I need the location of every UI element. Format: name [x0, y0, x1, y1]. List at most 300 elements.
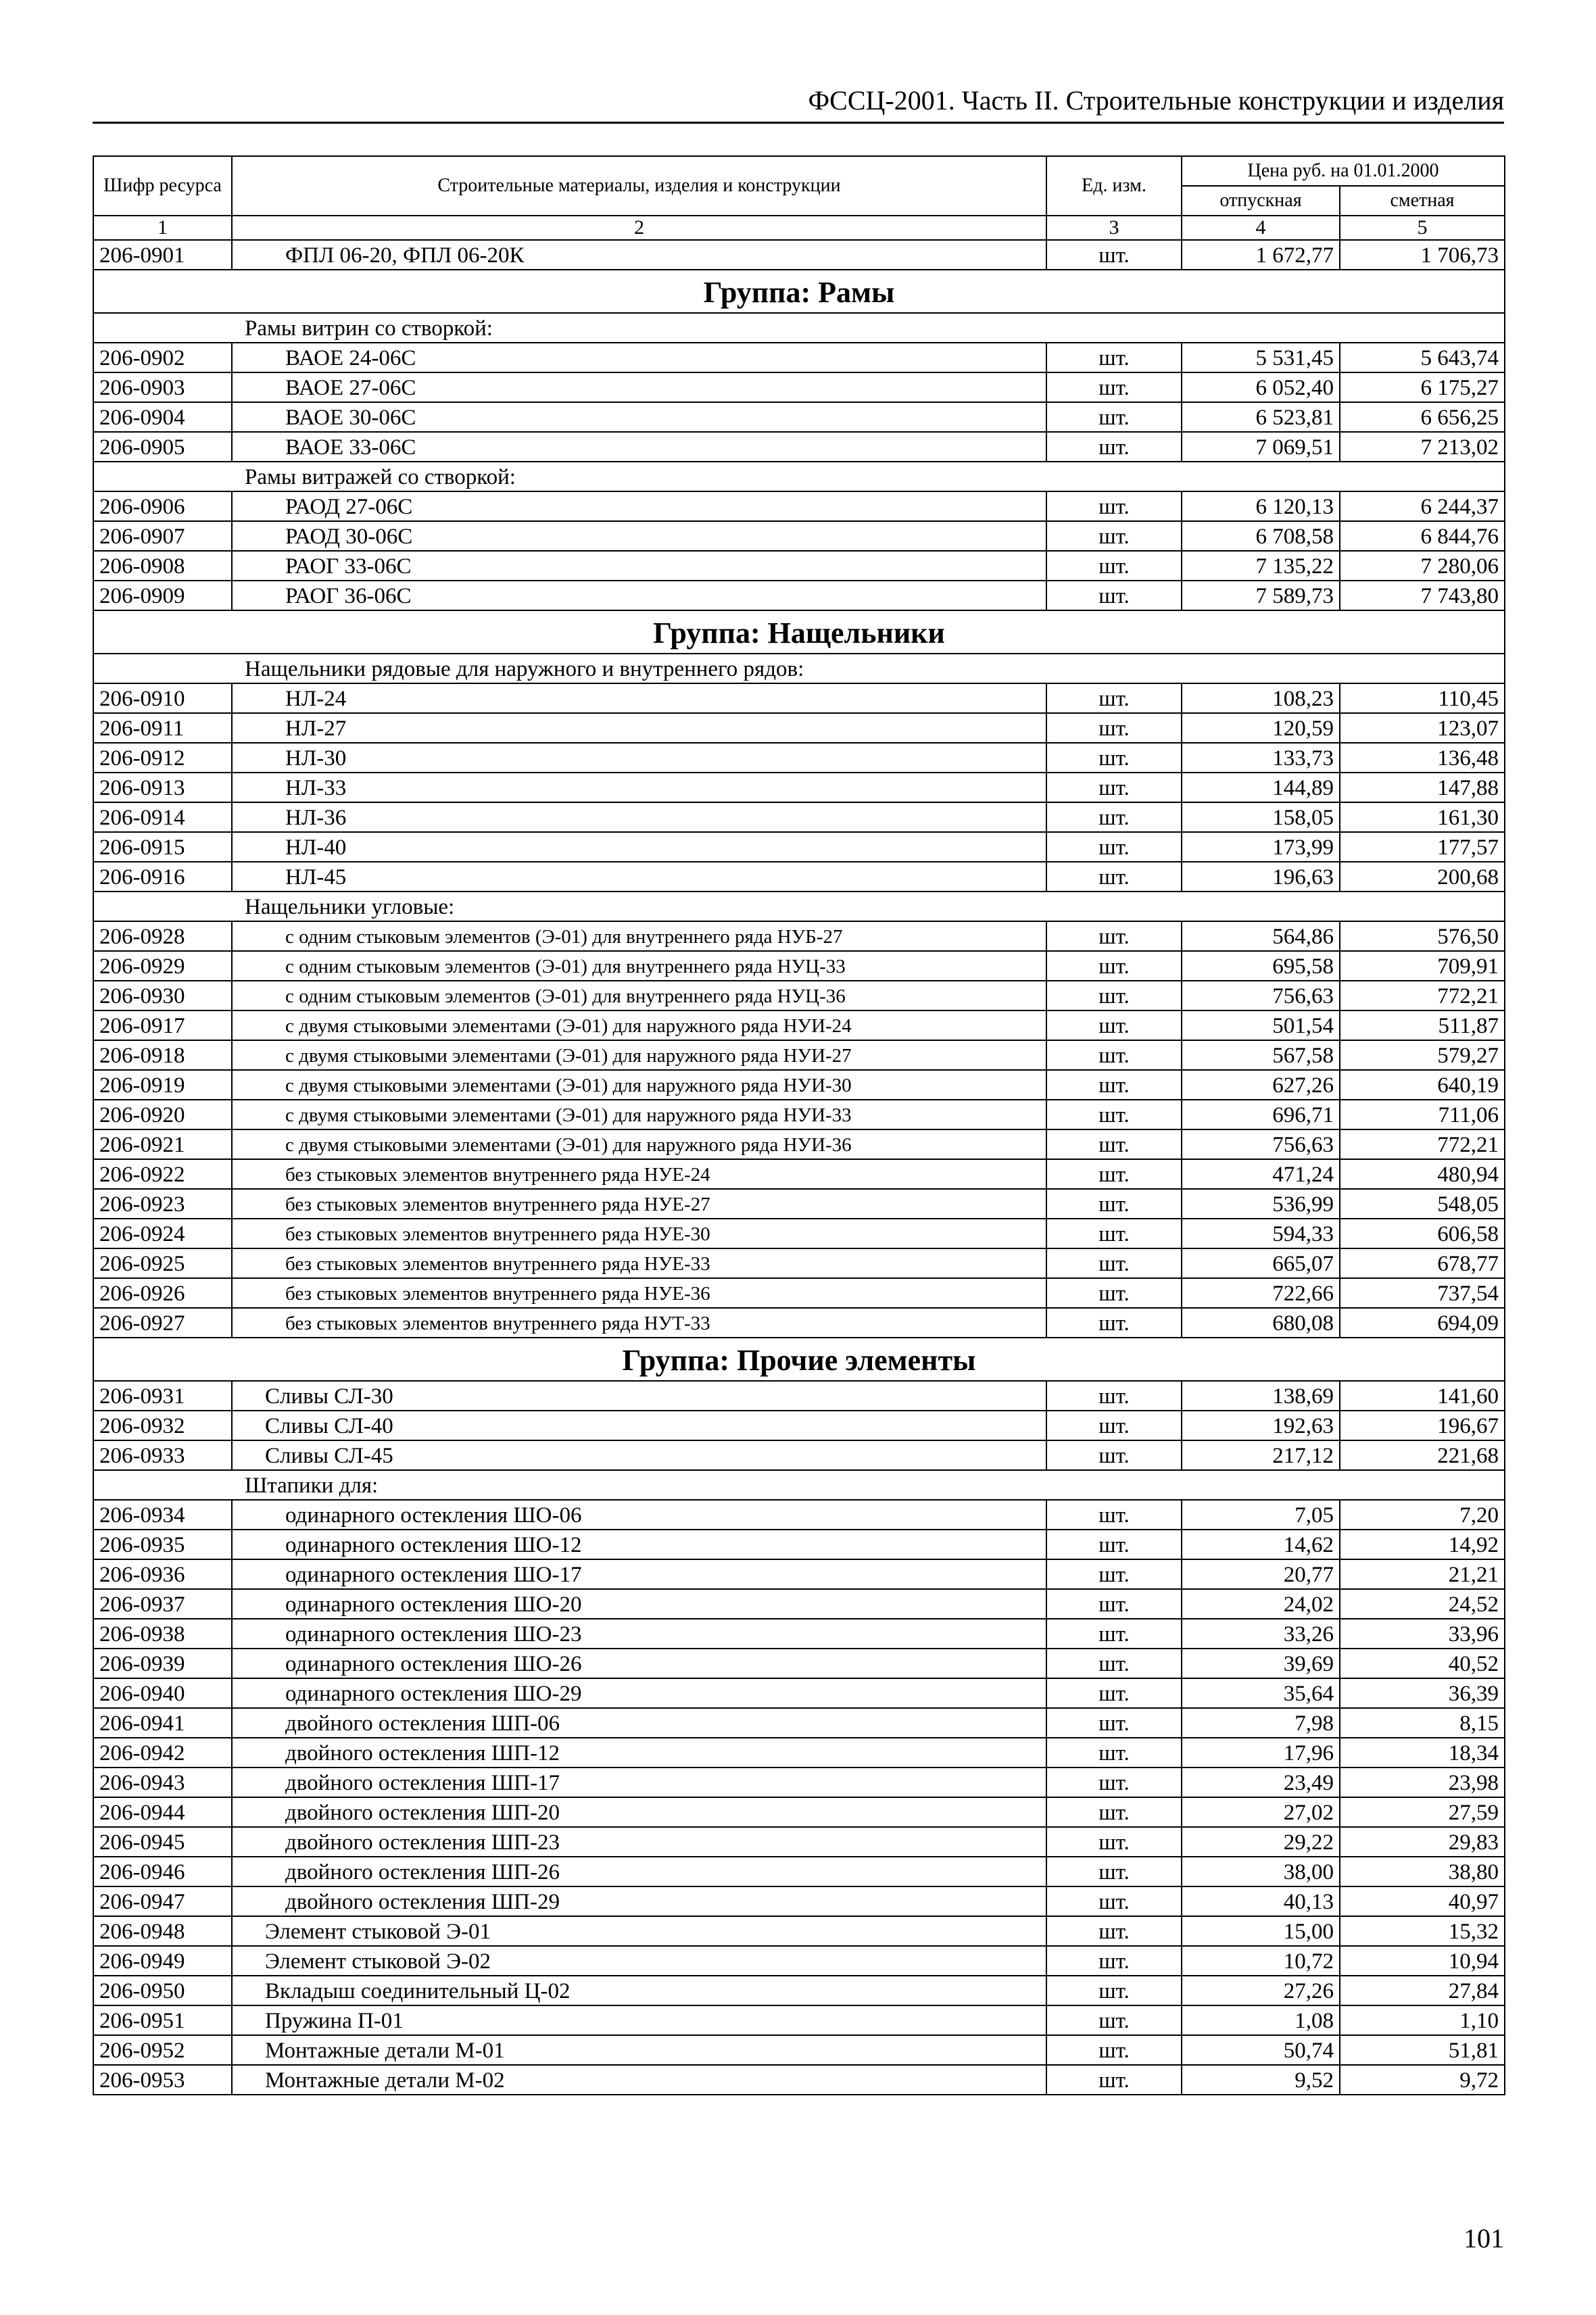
table-row — [93, 1708, 1505, 1738]
estimate-price: 27,84 — [1340, 1976, 1505, 2005]
item-name: Монтажные детали М-02 — [232, 2065, 1046, 2095]
group-header-row — [93, 610, 1505, 654]
subgroup-title: Рамы витражей со створкой: — [93, 462, 1505, 491]
item-name: Сливы СЛ-45 — [232, 1440, 1046, 1470]
table-row — [93, 1619, 1505, 1649]
column-number: 4 — [1182, 216, 1340, 240]
item-unit: шт. — [1046, 2035, 1182, 2065]
item-name: НЛ-27 — [232, 713, 1046, 743]
item-unit: шт. — [1046, 1886, 1182, 1916]
release-price: 23,49 — [1182, 1768, 1340, 1797]
estimate-price: 110,45 — [1340, 683, 1505, 713]
release-price: 35,64 — [1182, 1678, 1340, 1708]
table-row — [93, 432, 1505, 462]
estimate-price: 6 656,25 — [1340, 402, 1505, 432]
estimate-price: 21,21 — [1340, 1559, 1505, 1589]
item-unit: шт. — [1046, 1589, 1182, 1619]
release-price: 33,26 — [1182, 1619, 1340, 1649]
item-unit: шт. — [1046, 1381, 1182, 1411]
price-table — [93, 155, 1505, 2095]
header-price: Цена руб. на 01.01.2000 — [1182, 156, 1505, 186]
item-unit: шт. — [1046, 1946, 1182, 1976]
resource-code: 206-0903 — [93, 372, 232, 402]
item-unit: шт. — [1046, 1308, 1182, 1338]
item-unit: шт. — [1046, 921, 1182, 951]
resource-code: 206-0905 — [93, 432, 232, 462]
item-name: с двумя стыковыми элементами (Э-01) для наружного ряда НУИ-24 — [232, 1010, 1046, 1040]
table-header-row — [93, 156, 1505, 186]
resource-code: 206-0935 — [93, 1530, 232, 1559]
item-unit: шт. — [1046, 343, 1182, 372]
item-name: Сливы СЛ-40 — [232, 1411, 1046, 1440]
item-unit: шт. — [1046, 743, 1182, 773]
resource-code: 206-0913 — [93, 773, 232, 802]
resource-code: 206-0917 — [93, 1010, 232, 1040]
item-unit: шт. — [1046, 1559, 1182, 1589]
item-name: двойного остекления ШП-29 — [232, 1886, 1046, 1916]
header-unit: Ед. изм. — [1046, 156, 1182, 216]
item-unit: шт. — [1046, 1708, 1182, 1738]
item-unit: шт. — [1046, 802, 1182, 832]
item-name: НЛ-24 — [232, 683, 1046, 713]
resource-code: 206-0904 — [93, 402, 232, 432]
estimate-price: 38,80 — [1340, 1857, 1505, 1886]
item-unit: шт. — [1046, 713, 1182, 743]
page-header-title: ФССЦ-2001. Часть II. Строительные конструкции и изделия — [808, 85, 1504, 116]
item-name: Элемент стыковой Э-01 — [232, 1916, 1046, 1946]
estimate-price: 576,50 — [1340, 921, 1505, 951]
release-price: 5 531,45 — [1182, 343, 1340, 372]
table-row — [93, 683, 1505, 713]
column-number: 5 — [1340, 216, 1505, 240]
resource-code: 206-0933 — [93, 1440, 232, 1470]
item-name: двойного остекления ШП-12 — [232, 1738, 1046, 1768]
release-price: 471,24 — [1182, 1159, 1340, 1189]
release-price: 27,02 — [1182, 1797, 1340, 1827]
item-unit: шт. — [1046, 1040, 1182, 1070]
estimate-price: 6 844,76 — [1340, 521, 1505, 551]
table-row — [93, 343, 1505, 372]
resource-code: 206-0906 — [93, 491, 232, 521]
header-estimate-price: сметная — [1340, 186, 1505, 216]
table-row — [93, 1768, 1505, 1797]
resource-code: 206-0920 — [93, 1100, 232, 1129]
estimate-price: 7,20 — [1340, 1500, 1505, 1530]
table-row — [93, 1440, 1505, 1470]
resource-code: 206-0945 — [93, 1827, 232, 1857]
estimate-price: 40,52 — [1340, 1649, 1505, 1678]
group-title: Группа: Нащельники — [93, 610, 1505, 654]
estimate-price: 6 244,37 — [1340, 491, 1505, 521]
release-price: 756,63 — [1182, 981, 1340, 1010]
resource-code: 206-0919 — [93, 1070, 232, 1100]
estimate-price: 5 643,74 — [1340, 343, 1505, 372]
estimate-price: 123,07 — [1340, 713, 1505, 743]
resource-code: 206-0927 — [93, 1308, 232, 1338]
item-unit: шт. — [1046, 1100, 1182, 1129]
item-unit: шт. — [1046, 981, 1182, 1010]
item-name: Элемент стыковой Э-02 — [232, 1946, 1046, 1976]
item-name: с двумя стыковыми элементами (Э-01) для наружного ряда НУИ-33 — [232, 1100, 1046, 1129]
release-price: 680,08 — [1182, 1308, 1340, 1338]
release-price: 567,58 — [1182, 1040, 1340, 1070]
release-price: 695,58 — [1182, 951, 1340, 981]
table-row — [93, 521, 1505, 551]
item-name: двойного остекления ШП-17 — [232, 1768, 1046, 1797]
table-row — [93, 1219, 1505, 1248]
release-price: 217,12 — [1182, 1440, 1340, 1470]
item-name: двойного остекления ШП-20 — [232, 1797, 1046, 1827]
table-row — [93, 491, 1505, 521]
resource-code: 206-0942 — [93, 1738, 232, 1768]
item-unit: шт. — [1046, 2005, 1182, 2035]
resource-code: 206-0922 — [93, 1159, 232, 1189]
item-name: РАОГ 33-06С — [232, 551, 1046, 581]
item-name: одинарного остекления ШО-06 — [232, 1500, 1046, 1530]
resource-code: 206-0938 — [93, 1619, 232, 1649]
resource-code: 206-0944 — [93, 1797, 232, 1827]
table-row — [93, 1189, 1505, 1219]
item-name: с двумя стыковыми элементами (Э-01) для наружного ряда НУИ-27 — [232, 1040, 1046, 1070]
item-name: без стыковых элементов внутреннего ряда НУЕ-36 — [232, 1278, 1046, 1308]
group-header-row — [93, 1338, 1505, 1381]
item-unit: шт. — [1046, 1500, 1182, 1530]
item-unit: шт. — [1046, 1678, 1182, 1708]
group-title: Группа: Рамы — [93, 270, 1505, 313]
release-price: 1,08 — [1182, 2005, 1340, 2035]
resource-code: 206-0947 — [93, 1886, 232, 1916]
table-row — [93, 240, 1505, 270]
resource-code: 206-0908 — [93, 551, 232, 581]
table-row — [93, 1129, 1505, 1159]
group-title: Группа: Прочие элементы — [93, 1338, 1505, 1381]
table-row — [93, 1070, 1505, 1100]
release-price: 9,52 — [1182, 2065, 1340, 2095]
estimate-price: 678,77 — [1340, 1248, 1505, 1278]
estimate-price: 141,60 — [1340, 1381, 1505, 1411]
item-unit: шт. — [1046, 1159, 1182, 1189]
resource-code: 206-0941 — [93, 1708, 232, 1738]
release-price: 6 708,58 — [1182, 521, 1340, 551]
item-name: ВАОЕ 24-06С — [232, 343, 1046, 372]
estimate-price: 709,91 — [1340, 951, 1505, 981]
estimate-price: 200,68 — [1340, 862, 1505, 892]
item-unit: шт. — [1046, 1440, 1182, 1470]
item-name: ВАОЕ 30-06С — [232, 402, 1046, 432]
release-price: 6 052,40 — [1182, 372, 1340, 402]
resource-code: 206-0918 — [93, 1040, 232, 1070]
page-header — [93, 80, 1504, 124]
item-unit: шт. — [1046, 2065, 1182, 2095]
item-unit: шт. — [1046, 1738, 1182, 1768]
table-row — [93, 581, 1505, 610]
estimate-price: 177,57 — [1340, 832, 1505, 862]
release-price: 50,74 — [1182, 2035, 1340, 2065]
release-price: 158,05 — [1182, 802, 1340, 832]
item-unit: шт. — [1046, 1649, 1182, 1678]
release-price: 15,00 — [1182, 1916, 1340, 1946]
item-name: без стыковых элементов внутреннего ряда НУЕ-30 — [232, 1219, 1046, 1248]
table-row — [93, 832, 1505, 862]
table-row — [93, 1248, 1505, 1278]
estimate-price: 9,72 — [1340, 2065, 1505, 2095]
column-number: 2 — [232, 216, 1046, 240]
subgroup-title: Нащельники рядовые для наружного и внутреннего рядов: — [93, 654, 1505, 683]
estimate-price: 147,88 — [1340, 773, 1505, 802]
subgroup-row — [93, 654, 1505, 683]
estimate-price: 511,87 — [1340, 1010, 1505, 1040]
estimate-price: 14,92 — [1340, 1530, 1505, 1559]
estimate-price: 7 213,02 — [1340, 432, 1505, 462]
resource-code: 206-0952 — [93, 2035, 232, 2065]
item-unit: шт. — [1046, 521, 1182, 551]
table-row — [93, 1040, 1505, 1070]
group-header-row — [93, 270, 1505, 313]
release-price: 10,72 — [1182, 1946, 1340, 1976]
item-name: одинарного остекления ШО-26 — [232, 1649, 1046, 1678]
estimate-price: 8,15 — [1340, 1708, 1505, 1738]
resource-code: 206-0940 — [93, 1678, 232, 1708]
estimate-price: 694,09 — [1340, 1308, 1505, 1338]
subgroup-row — [93, 892, 1505, 921]
item-name: РАОГ 36-06С — [232, 581, 1046, 610]
resource-code: 206-0902 — [93, 343, 232, 372]
item-name: Вкладыш соединительный Ц-02 — [232, 1976, 1046, 2005]
resource-code: 206-0948 — [93, 1916, 232, 1946]
release-price: 1 672,77 — [1182, 240, 1340, 270]
item-name: одинарного остекления ШО-17 — [232, 1559, 1046, 1589]
estimate-price: 1,10 — [1340, 2005, 1505, 2035]
estimate-price: 772,21 — [1340, 1129, 1505, 1159]
release-price: 722,66 — [1182, 1278, 1340, 1308]
item-unit: шт. — [1046, 832, 1182, 862]
table-row — [93, 1797, 1505, 1827]
item-unit: шт. — [1046, 1827, 1182, 1857]
release-price: 192,63 — [1182, 1411, 1340, 1440]
estimate-price: 51,81 — [1340, 2035, 1505, 2065]
item-name: с одним стыковым элементов (Э-01) для внутреннего ряда НУБ-27 — [232, 921, 1046, 951]
estimate-price: 1 706,73 — [1340, 240, 1505, 270]
item-unit: шт. — [1046, 1619, 1182, 1649]
table-row — [93, 981, 1505, 1010]
estimate-price: 10,94 — [1340, 1946, 1505, 1976]
table-body — [93, 240, 1505, 2095]
item-name: без стыковых элементов внутреннего ряда НУЕ-33 — [232, 1248, 1046, 1278]
table-row — [93, 802, 1505, 832]
table-row — [93, 1411, 1505, 1440]
table-row — [93, 1886, 1505, 1916]
resource-code: 206-0915 — [93, 832, 232, 862]
release-price: 196,63 — [1182, 862, 1340, 892]
item-unit: шт. — [1046, 1219, 1182, 1248]
item-name: без стыковых элементов внутреннего ряда НУЕ-27 — [232, 1189, 1046, 1219]
estimate-price: 29,83 — [1340, 1827, 1505, 1857]
item-unit: шт. — [1046, 951, 1182, 981]
resource-code: 206-0950 — [93, 1976, 232, 2005]
table-row — [93, 921, 1505, 951]
item-unit: шт. — [1046, 1797, 1182, 1827]
estimate-price: 40,97 — [1340, 1886, 1505, 1916]
estimate-price: 27,59 — [1340, 1797, 1505, 1827]
resource-code: 206-0909 — [93, 581, 232, 610]
table-row — [93, 1308, 1505, 1338]
table-row — [93, 773, 1505, 802]
estimate-price: 772,21 — [1340, 981, 1505, 1010]
release-price: 7 135,22 — [1182, 551, 1340, 581]
header-code: Шифр ресурса — [93, 156, 232, 216]
resource-code: 206-0937 — [93, 1589, 232, 1619]
resource-code: 206-0930 — [93, 981, 232, 1010]
release-price: 6 523,81 — [1182, 402, 1340, 432]
resource-code: 206-0934 — [93, 1500, 232, 1530]
table-row — [93, 743, 1505, 773]
item-name: двойного остекления ШП-26 — [232, 1857, 1046, 1886]
table-row — [93, 1678, 1505, 1708]
resource-code: 206-0929 — [93, 951, 232, 981]
release-price: 138,69 — [1182, 1381, 1340, 1411]
estimate-price: 7 280,06 — [1340, 551, 1505, 581]
item-name: двойного остекления ШП-23 — [232, 1827, 1046, 1857]
release-price: 120,59 — [1182, 713, 1340, 743]
subgroup-title: Штапики для: — [93, 1470, 1505, 1500]
item-name: НЛ-33 — [232, 773, 1046, 802]
table-row — [93, 1530, 1505, 1559]
release-price: 38,00 — [1182, 1857, 1340, 1886]
item-unit: шт. — [1046, 1857, 1182, 1886]
item-name: Монтажные детали М-01 — [232, 2035, 1046, 2065]
resource-code: 206-0931 — [93, 1381, 232, 1411]
resource-code: 206-0923 — [93, 1189, 232, 1219]
item-unit: шт. — [1046, 1189, 1182, 1219]
item-name: с одним стыковым элементов (Э-01) для внутреннего ряда НУЦ-36 — [232, 981, 1046, 1010]
table-row — [93, 1159, 1505, 1189]
estimate-price: 18,34 — [1340, 1738, 1505, 1768]
item-name: двойного остекления ШП-06 — [232, 1708, 1046, 1738]
resource-code: 206-0949 — [93, 1946, 232, 1976]
item-unit: шт. — [1046, 1070, 1182, 1100]
item-name: НЛ-30 — [232, 743, 1046, 773]
table-row — [93, 2035, 1505, 2065]
estimate-price: 15,32 — [1340, 1916, 1505, 1946]
estimate-price: 480,94 — [1340, 1159, 1505, 1189]
subgroup-title: Рамы витрин со створкой: — [93, 313, 1505, 343]
item-unit: шт. — [1046, 683, 1182, 713]
table-row — [93, 1649, 1505, 1678]
estimate-price: 23,98 — [1340, 1768, 1505, 1797]
item-unit: шт. — [1046, 1129, 1182, 1159]
table-row — [93, 1916, 1505, 1946]
table-row — [93, 1827, 1505, 1857]
table-row — [93, 1738, 1505, 1768]
table-row — [93, 1500, 1505, 1530]
item-name: с одним стыковым элементов (Э-01) для внутреннего ряда НУЦ-33 — [232, 951, 1046, 981]
item-unit: шт. — [1046, 240, 1182, 270]
item-unit: шт. — [1046, 1278, 1182, 1308]
estimate-price: 136,48 — [1340, 743, 1505, 773]
item-name: НЛ-45 — [232, 862, 1046, 892]
column-number: 3 — [1046, 216, 1182, 240]
item-name: с двумя стыковыми элементами (Э-01) для наружного ряда НУИ-30 — [232, 1070, 1046, 1100]
item-name: с двумя стыковыми элементами (Э-01) для наружного ряда НУИ-36 — [232, 1129, 1046, 1159]
item-unit: шт. — [1046, 862, 1182, 892]
resource-code: 206-0907 — [93, 521, 232, 551]
release-price: 17,96 — [1182, 1738, 1340, 1768]
resource-code: 206-0951 — [93, 2005, 232, 2035]
item-name: одинарного остекления ШО-23 — [232, 1619, 1046, 1649]
table-row — [93, 1559, 1505, 1589]
resource-code: 206-0943 — [93, 1768, 232, 1797]
item-name: одинарного остекления ШО-29 — [232, 1678, 1046, 1708]
subgroup-row — [93, 462, 1505, 491]
estimate-price: 33,96 — [1340, 1619, 1505, 1649]
item-name: ФПЛ 06-20, ФПЛ 06-20К — [232, 240, 1046, 270]
item-unit: шт. — [1046, 491, 1182, 521]
release-price: 14,62 — [1182, 1530, 1340, 1559]
release-price: 29,22 — [1182, 1827, 1340, 1857]
resource-code: 206-0928 — [93, 921, 232, 951]
resource-code: 206-0911 — [93, 713, 232, 743]
release-price: 665,07 — [1182, 1248, 1340, 1278]
table-row — [93, 1589, 1505, 1619]
item-unit: шт. — [1046, 402, 1182, 432]
resource-code: 206-0936 — [93, 1559, 232, 1589]
table-row — [93, 1381, 1505, 1411]
release-price: 756,63 — [1182, 1129, 1340, 1159]
resource-code: 206-0916 — [93, 862, 232, 892]
table-row — [93, 862, 1505, 892]
estimate-price: 36,39 — [1340, 1678, 1505, 1708]
estimate-price: 161,30 — [1340, 802, 1505, 832]
item-unit: шт. — [1046, 773, 1182, 802]
release-price: 20,77 — [1182, 1559, 1340, 1589]
resource-code: 206-0912 — [93, 743, 232, 773]
resource-code: 206-0946 — [93, 1857, 232, 1886]
item-name: ВАОЕ 27-06С — [232, 372, 1046, 402]
column-number-row — [93, 216, 1505, 240]
page-number: 101 — [1464, 2223, 1504, 2253]
resource-code: 206-0953 — [93, 2065, 232, 2095]
resource-code: 206-0921 — [93, 1129, 232, 1159]
table-row — [93, 1100, 1505, 1129]
estimate-price: 221,68 — [1340, 1440, 1505, 1470]
item-unit: шт. — [1046, 1411, 1182, 1440]
item-name: НЛ-36 — [232, 802, 1046, 832]
item-name: Пружина П-01 — [232, 2005, 1046, 2035]
item-unit: шт. — [1046, 1916, 1182, 1946]
release-price: 7,98 — [1182, 1708, 1340, 1738]
item-unit: шт. — [1046, 1010, 1182, 1040]
item-name: без стыковых элементов внутреннего ряда НУТ-33 — [232, 1308, 1046, 1338]
resource-code: 206-0926 — [93, 1278, 232, 1308]
estimate-price: 196,67 — [1340, 1411, 1505, 1440]
resource-code: 206-0924 — [93, 1219, 232, 1248]
header-release-price: отпускная — [1182, 186, 1340, 216]
estimate-price: 640,19 — [1340, 1070, 1505, 1100]
subgroup-title: Нащельники угловые: — [93, 892, 1505, 921]
column-number: 1 — [93, 216, 232, 240]
item-unit: шт. — [1046, 432, 1182, 462]
item-name: без стыковых элементов внутреннего ряда НУЕ-24 — [232, 1159, 1046, 1189]
resource-code: 206-0914 — [93, 802, 232, 832]
table-row — [93, 1278, 1505, 1308]
item-name: одинарного остекления ШО-12 — [232, 1530, 1046, 1559]
resource-code: 206-0910 — [93, 683, 232, 713]
table-row — [93, 1857, 1505, 1886]
release-price: 7 069,51 — [1182, 432, 1340, 462]
item-unit: шт. — [1046, 1248, 1182, 1278]
item-unit: шт. — [1046, 581, 1182, 610]
release-price: 536,99 — [1182, 1189, 1340, 1219]
